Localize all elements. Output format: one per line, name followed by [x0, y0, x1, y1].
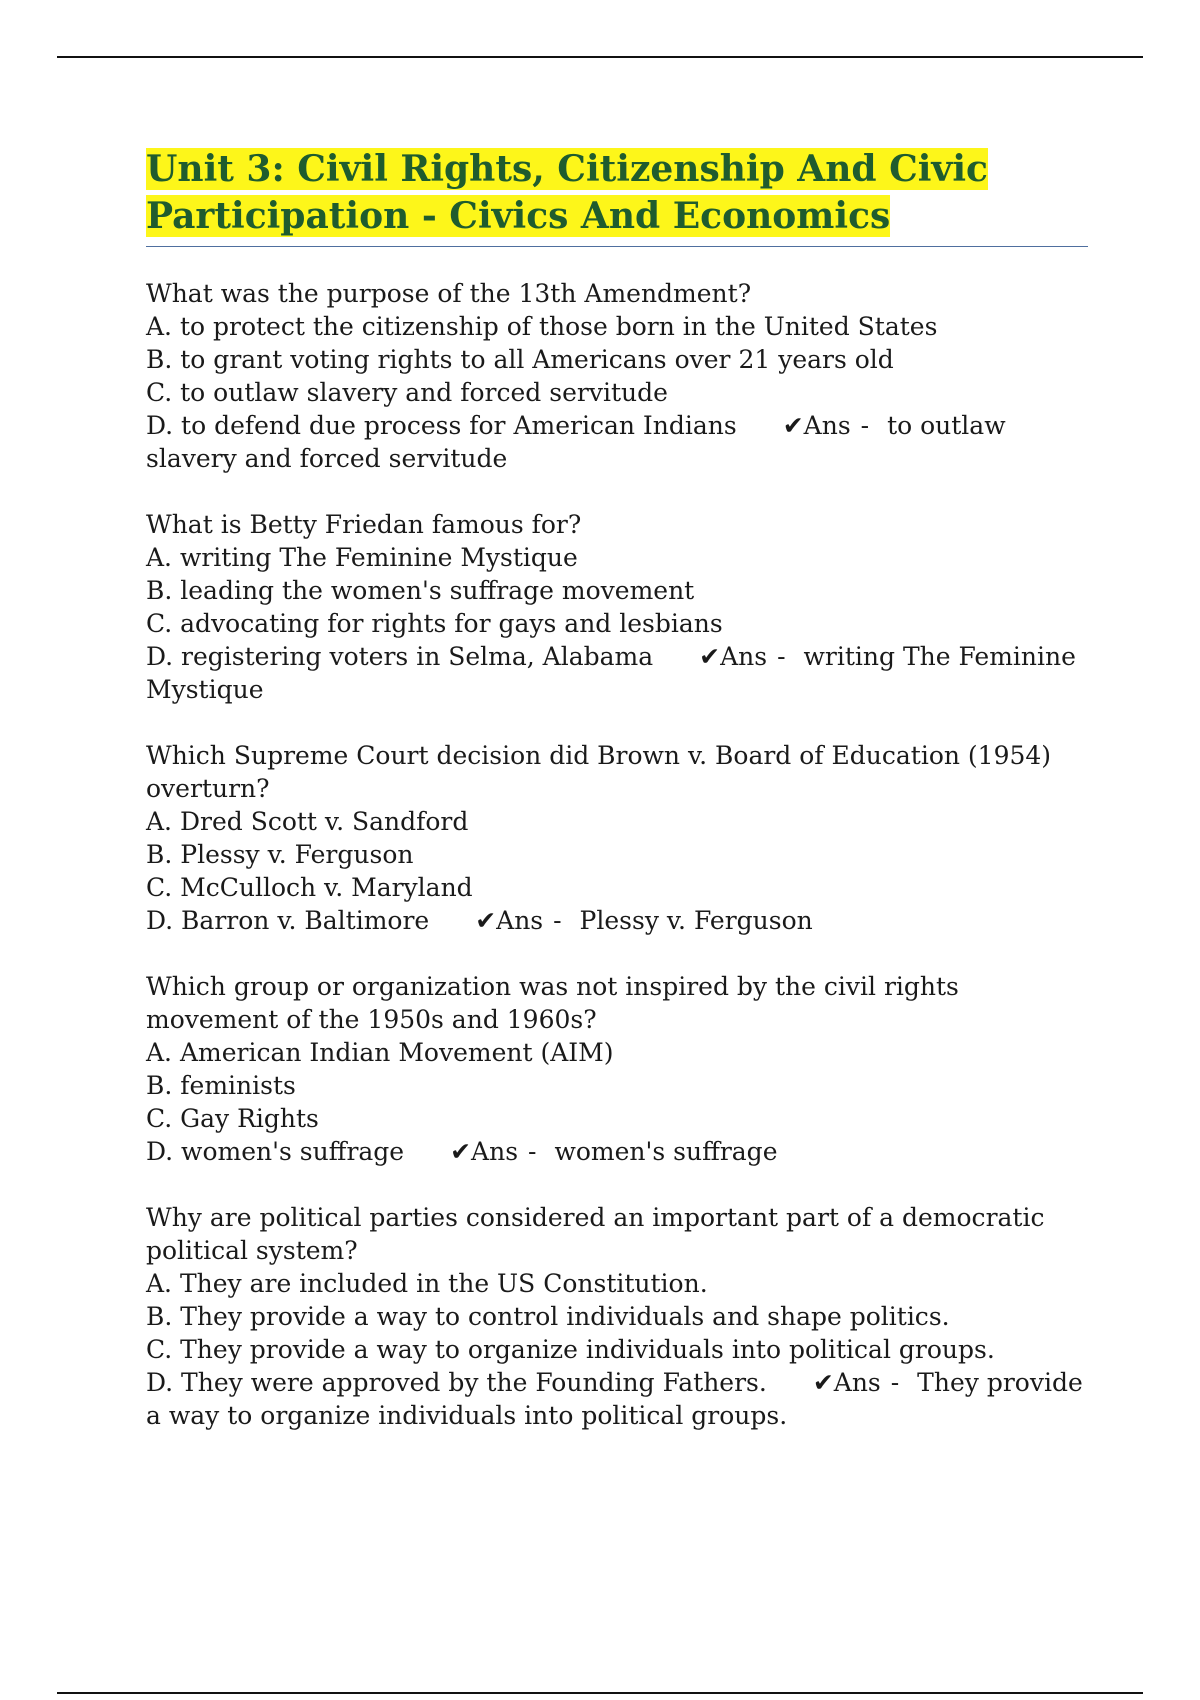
title-line-2: Participation - Civics And Economics — [146, 195, 891, 237]
answer-text: They provide a way to organize individuals into political groups. — [146, 1368, 1083, 1430]
page-bottom-rule — [57, 1692, 1143, 1694]
option-c: C. They provide a way to organize individuals into political groups. — [146, 1335, 995, 1364]
option-a: A. American Indian Movement (AIM) — [146, 1038, 614, 1067]
option-c: C. McCulloch v. Maryland — [146, 873, 473, 902]
document-body — [146, 146, 1088, 1432]
option-d-with-answer — [146, 1135, 1088, 1168]
question-block — [146, 277, 1088, 475]
answer-separator: - — [528, 1137, 537, 1166]
answer-separator: - — [860, 411, 870, 440]
option-a: A. writing The Feminine Mystique — [146, 543, 578, 572]
option-d-with-answer — [146, 904, 1088, 937]
question-block — [146, 508, 1088, 706]
option-b: B. leading the women's suffrage movement — [146, 576, 695, 605]
option-d: D. to defend due process for American Indians — [146, 411, 737, 440]
answer-label: ✔Ans — [475, 906, 544, 935]
option-c: C. Gay Rights — [146, 1104, 319, 1133]
option-a: A. to protect the citizenship of those born in the United States — [146, 312, 938, 341]
option-b: B. They provide a way to control individuals and shape politics. — [146, 1302, 950, 1331]
title-line-1: Unit 3: Civil Rights, Citizenship And Civic — [146, 148, 988, 190]
answer-text: Plessy v. Ferguson — [579, 906, 813, 935]
answer-label: ✔Ans — [782, 411, 851, 440]
option-b: B. feminists — [146, 1071, 296, 1100]
answer-separator: - — [777, 642, 786, 671]
page-top-rule — [57, 56, 1143, 58]
document-title — [146, 146, 1088, 240]
title-underline — [146, 246, 1088, 247]
question-block — [146, 1201, 1088, 1432]
answer-separator: - — [890, 1368, 900, 1397]
option-b: B. Plessy v. Ferguson — [146, 840, 414, 869]
option-c: C. to outlaw slavery and forced servitude — [146, 378, 668, 407]
question-text: What was the purpose of the 13th Amendment? — [146, 279, 752, 308]
question-block — [146, 739, 1088, 937]
option-d: D. registering voters in Selma, Alabama — [146, 642, 654, 671]
answer-label: ✔Ans — [812, 1368, 881, 1397]
option-d: D. Barron v. Baltimore — [146, 906, 430, 935]
option-c: C. advocating for rights for gays and lesbians — [146, 609, 723, 638]
option-d-with-answer — [146, 1366, 1088, 1432]
option-d-with-answer — [146, 640, 1088, 706]
option-d-with-answer — [146, 409, 1088, 475]
question-block — [146, 970, 1088, 1168]
answer-separator: - — [553, 906, 562, 935]
answer-text: women's suffrage — [554, 1137, 778, 1166]
answer-text: to outlaw slavery and forced servitude — [146, 411, 1006, 473]
question-text: What is Betty Friedan famous for? — [146, 510, 582, 539]
option-a: A. They are included in the US Constitution. — [146, 1269, 708, 1298]
answer-label: ✔Ans — [699, 642, 768, 671]
option-a: A. Dred Scott v. Sandford — [146, 807, 469, 836]
question-text: Which Supreme Court decision did Brown v. Board of Education (1954) overturn? — [146, 741, 1052, 803]
answer-label: ✔Ans — [450, 1137, 519, 1166]
option-d: D. women's suffrage — [146, 1137, 405, 1166]
question-text: Which group or organization was not inspired by the civil rights movement of the 1950s and 1960s? — [146, 972, 959, 1034]
option-d: D. They were approved by the Founding Fathers. — [146, 1368, 767, 1397]
question-text: Why are political parties considered an important part of a democratic political system? — [146, 1203, 1045, 1265]
option-b: B. to grant voting rights to all Americans over 21 years old — [146, 345, 894, 374]
answer-text: writing The Feminine Mystique — [146, 642, 1076, 704]
